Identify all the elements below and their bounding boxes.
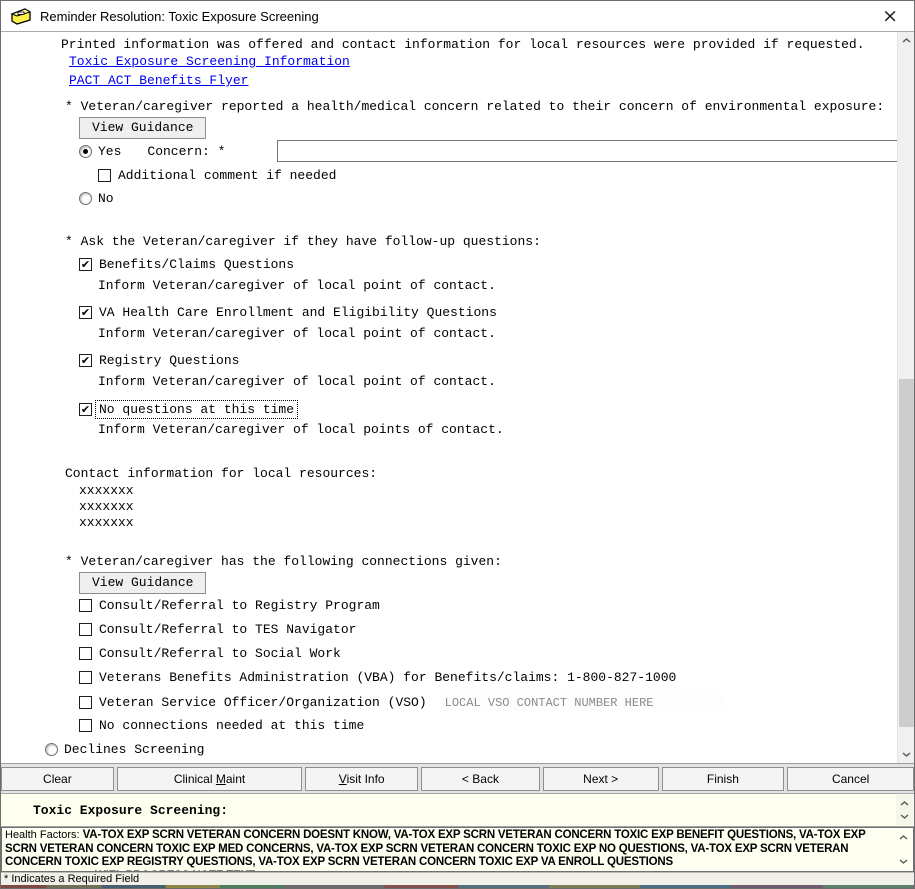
question-connections: * Veteran/caregiver has the following connections given: [65,554,502,569]
clear-button[interactable]: Clear [1,767,114,791]
vso-checkbox[interactable] [79,696,92,709]
registry-program-label: Consult/Referral to Registry Program [99,598,380,613]
note-preview-panel [1,793,914,827]
health-factors-prefix: Health Factors: [5,829,83,841]
no-radio[interactable] [79,192,92,205]
scroll-up-icon[interactable] [895,829,912,846]
no-connections-label: No connections needed at this time [99,718,365,733]
scrollbar-thumb[interactable] [899,379,914,727]
vso-contact-field[interactable] [441,694,726,711]
general-findings-text [95,870,255,873]
followup-note: Inform Veteran/caregiver of local points of contact. [98,422,504,437]
intro-text: Printed information was offered and contact information for local resources were provided if requested. [61,37,865,52]
question-followup: * Ask the Veteran/caregiver if they have follow-up questions: [65,234,541,249]
view-guidance-button-2[interactable]: View Guidance [79,572,206,594]
dialog-content [1,32,914,763]
checkbox-row-additional-comment[interactable] [98,168,336,183]
link-pact-act-flyer[interactable] [69,73,248,88]
btn-label-part: isit Info [346,772,385,786]
no-connections-checkbox[interactable] [79,719,92,732]
checkbox-row-no-connections[interactable] [79,718,364,733]
vba-label: Veterans Benefits Administration (VBA) for Benefits/claims: 1-800-827-1000 [99,670,677,685]
checkbox-row-vba[interactable] [79,670,676,685]
preview-title: Toxic Exposure Screening: [33,803,229,818]
contact-header: Contact information for local resources: [65,466,378,481]
vba-checkbox[interactable] [79,671,92,684]
required-field-note: * Indicates a Required Field [4,873,140,885]
titlebar [1,1,914,32]
scroll-down-icon[interactable] [898,746,914,763]
registry-label: Registry Questions [99,353,240,368]
checkbox-row-registry[interactable] [79,353,239,368]
registry-checkbox[interactable]: ✔ [80,354,91,367]
no-questions-label: No questions at this time [96,401,297,418]
social-work-label: Consult/Referral to Social Work [99,646,341,661]
health-factors-panel [1,827,914,872]
followup-note: Inform Veteran/caregiver of local point of contact. [98,374,496,389]
checkbox-row-social-work[interactable] [79,646,341,661]
desktop-edge [1,885,914,889]
button-row [1,763,914,793]
contact-line: xxxxxxx [79,499,134,514]
close-icon[interactable]: × [882,4,898,27]
scroll-up-icon[interactable] [898,32,914,49]
general-findings-line [5,870,891,873]
health-factors-text [2,828,913,872]
visit-info-button[interactable] [305,767,418,791]
status-bar [1,872,914,885]
finish-button[interactable]: Finish [662,767,785,791]
tes-navigator-checkbox[interactable] [79,623,92,636]
general-findings-prefix [5,870,95,873]
preview-scrollbar[interactable] [896,795,913,825]
link-toxic-exposure-info[interactable] [69,54,350,69]
additional-comment-label: Additional comment if needed [118,168,337,183]
scroll-down-icon[interactable] [896,808,913,825]
radio-row-yes[interactable] [79,144,225,159]
checkbox-row-enrollment[interactable] [79,305,497,320]
concern-input[interactable] [277,140,914,162]
checkbox-row-vso[interactable] [79,694,726,711]
checkbox-row-benefits-claims[interactable] [79,257,294,272]
no-label: No [98,191,114,206]
reminder-icon [9,6,33,26]
radio-row-declines[interactable] [45,742,204,757]
yes-radio[interactable] [79,145,92,158]
btn-label-part: aint [225,772,246,786]
scroll-down-icon[interactable] [895,853,912,870]
btn-mnemonic: M [215,772,226,786]
followup-note: Inform Veteran/caregiver of local point of contact. [98,278,496,293]
no-questions-checkbox[interactable]: ✔ [80,403,91,416]
registry-program-checkbox[interactable] [79,599,92,612]
btn-label-part: Clinical [173,772,216,786]
concern-label: Concern: * [147,144,226,159]
question-concern: * Veteran/caregiver reported a health/medical concern related to their concern of environmental exposure: [65,99,885,114]
benefits-claims-label: Benefits/Claims Questions [99,257,295,272]
radio-row-no[interactable] [79,191,114,206]
checkbox-row-registry-program[interactable] [79,598,380,613]
contact-line: xxxxxxx [79,483,134,498]
view-guidance-button[interactable]: View Guidance [79,117,206,139]
additional-comment-checkbox[interactable] [98,169,111,182]
link-label[interactable]: PACT ACT Benefits Flyer [69,73,249,88]
clinical-maint-button[interactable] [117,767,303,791]
vso-label: Veteran Service Officer/Organization (VSO) [99,695,427,710]
link-label[interactable]: Toxic Exposure Screening Information [69,54,350,69]
checkbox-row-tes-navigator[interactable] [79,622,356,637]
yes-label: Yes [98,144,122,159]
back-button[interactable]: < Back [421,767,540,791]
enrollment-checkbox[interactable]: ✔ [80,306,91,319]
benefits-claims-checkbox[interactable]: ✔ [80,258,91,271]
declines-label: Declines Screening [64,742,205,757]
window-title: Reminder Resolution: Toxic Exposure Screening [40,8,319,24]
enrollment-label: VA Health Care Enrollment and Eligibility Questions [99,305,497,320]
checkbox-row-no-questions[interactable] [79,401,297,418]
health-factors-list: VA-TOX EXP SCRN VETERAN CONCERN DOESNT KNOW, VA-TOX EXP SCRN VETERAN CONCERN TOXIC EXP BENEFIT QUESTIONS, VA-TOX EXP SCRN VETERAN CONCERN TOXIC EXP MED CONCERNS, VA-TOX EXP SCRN VETERAN CONCERN TOXIC EXP NO QUESTIONS, VA-TOX EXP SCRN VETERAN CONCERN TOXIC EXP REGISTRY QUESTIONS, VA-TOX EXP SCRN VETERAN CONCERN TOXIC EXP VA ENROLL QUESTIONS [5,829,866,868]
cancel-button[interactable]: Cancel [787,767,914,791]
declines-radio[interactable] [45,743,58,756]
content-scrollbar[interactable] [897,32,914,763]
tes-navigator-label: Consult/Referral to TES Navigator [99,622,357,637]
followup-note: Inform Veteran/caregiver of local point of contact. [98,326,496,341]
health-factors-scrollbar[interactable] [895,829,912,870]
contact-line: xxxxxxx [79,515,134,530]
next-button[interactable]: Next > [543,767,659,791]
btn-mnemonic: V [338,772,347,786]
social-work-checkbox[interactable] [79,647,92,660]
